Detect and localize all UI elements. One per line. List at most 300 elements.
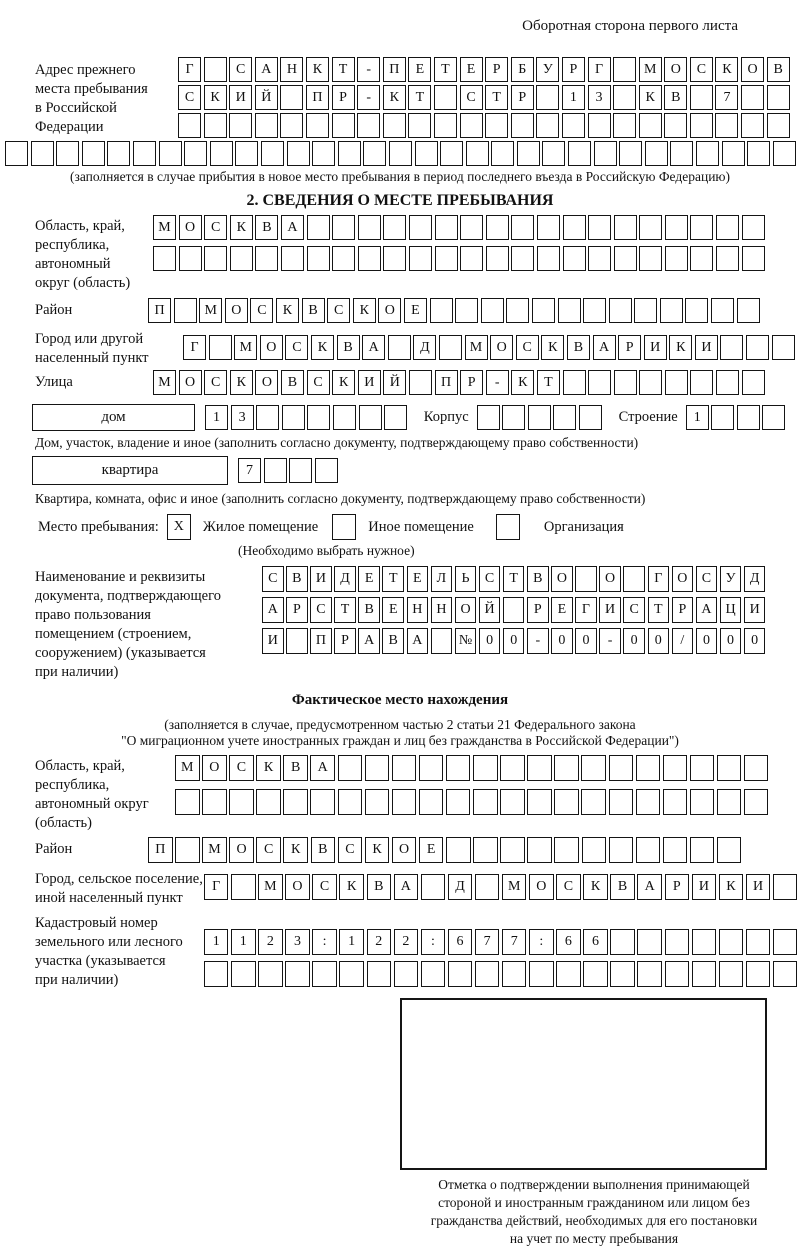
char-box[interactable] bbox=[636, 789, 661, 815]
char-box[interactable] bbox=[202, 789, 227, 815]
char-box[interactable]: К bbox=[383, 85, 406, 110]
char-box[interactable] bbox=[159, 141, 182, 166]
char-box[interactable]: 1 bbox=[339, 929, 364, 955]
char-box[interactable] bbox=[690, 370, 713, 395]
char-box[interactable]: К bbox=[353, 298, 376, 323]
char-box[interactable] bbox=[178, 113, 201, 138]
char-box[interactable]: Е bbox=[419, 837, 444, 863]
char-box[interactable]: А bbox=[310, 755, 335, 781]
char-box[interactable] bbox=[720, 335, 743, 360]
char-box[interactable] bbox=[537, 215, 560, 240]
char-box[interactable] bbox=[475, 874, 500, 900]
char-box[interactable]: Г bbox=[204, 874, 229, 900]
char-box[interactable]: : bbox=[421, 929, 446, 955]
char-box[interactable] bbox=[231, 874, 256, 900]
char-box[interactable] bbox=[359, 405, 382, 430]
char-box[interactable] bbox=[553, 405, 576, 430]
char-box[interactable] bbox=[554, 755, 579, 781]
char-box[interactable]: М bbox=[153, 370, 176, 395]
char-box[interactable]: К bbox=[306, 57, 329, 82]
char-box[interactable]: А bbox=[255, 57, 278, 82]
char-box[interactable] bbox=[460, 113, 483, 138]
char-box[interactable]: Г bbox=[178, 57, 201, 82]
char-box[interactable] bbox=[634, 298, 657, 323]
char-box[interactable] bbox=[554, 837, 579, 863]
char-box[interactable]: 1 bbox=[231, 929, 256, 955]
char-box[interactable]: К bbox=[256, 755, 281, 781]
char-box[interactable]: 7 bbox=[715, 85, 738, 110]
char-box[interactable] bbox=[179, 246, 202, 271]
char-box[interactable]: А bbox=[262, 597, 284, 623]
char-box[interactable]: К bbox=[276, 298, 299, 323]
char-box[interactable] bbox=[663, 789, 688, 815]
char-box[interactable]: П bbox=[148, 837, 173, 863]
char-box[interactable]: К bbox=[230, 215, 253, 240]
char-box[interactable] bbox=[264, 458, 287, 483]
char-box[interactable]: 3 bbox=[285, 929, 310, 955]
char-box[interactable]: Г bbox=[588, 57, 611, 82]
char-box[interactable] bbox=[421, 874, 446, 900]
char-box[interactable] bbox=[475, 961, 500, 987]
char-box[interactable] bbox=[773, 141, 796, 166]
char-box[interactable] bbox=[719, 929, 744, 955]
char-box[interactable]: Т bbox=[648, 597, 670, 623]
char-box[interactable] bbox=[639, 246, 662, 271]
char-box[interactable]: Л bbox=[431, 566, 453, 592]
char-box[interactable] bbox=[614, 215, 637, 240]
char-box[interactable] bbox=[719, 961, 744, 987]
char-box[interactable] bbox=[613, 57, 636, 82]
char-box[interactable] bbox=[31, 141, 54, 166]
char-box[interactable] bbox=[663, 837, 688, 863]
char-box[interactable] bbox=[528, 405, 551, 430]
organization-checkbox[interactable] bbox=[496, 514, 520, 540]
char-box[interactable]: 2 bbox=[258, 929, 283, 955]
char-box[interactable]: К bbox=[204, 85, 227, 110]
char-box[interactable] bbox=[229, 113, 252, 138]
char-box[interactable]: С bbox=[307, 370, 330, 395]
char-box[interactable] bbox=[663, 755, 688, 781]
char-box[interactable] bbox=[204, 961, 229, 987]
char-box[interactable] bbox=[289, 458, 312, 483]
char-box[interactable] bbox=[511, 246, 534, 271]
char-box[interactable] bbox=[363, 141, 386, 166]
char-box[interactable] bbox=[645, 141, 668, 166]
char-box[interactable] bbox=[384, 405, 407, 430]
char-box[interactable] bbox=[665, 215, 688, 240]
char-box[interactable] bbox=[306, 113, 329, 138]
char-box[interactable] bbox=[409, 246, 432, 271]
char-box[interactable]: М bbox=[199, 298, 222, 323]
char-box[interactable] bbox=[594, 141, 617, 166]
char-box[interactable]: К bbox=[719, 874, 744, 900]
char-box[interactable] bbox=[742, 215, 765, 240]
char-box[interactable]: - bbox=[357, 57, 380, 82]
char-box[interactable]: Й bbox=[255, 85, 278, 110]
char-box[interactable]: С bbox=[229, 57, 252, 82]
char-box[interactable]: М bbox=[502, 874, 527, 900]
char-box[interactable]: О bbox=[285, 874, 310, 900]
char-box[interactable] bbox=[556, 961, 581, 987]
char-box[interactable]: О bbox=[664, 57, 687, 82]
char-box[interactable]: Т bbox=[332, 57, 355, 82]
char-box[interactable]: А bbox=[593, 335, 616, 360]
char-box[interactable]: Р bbox=[618, 335, 641, 360]
char-box[interactable]: О bbox=[490, 335, 513, 360]
char-box[interactable]: М bbox=[639, 57, 662, 82]
char-box[interactable]: С bbox=[623, 597, 645, 623]
char-box[interactable] bbox=[388, 335, 411, 360]
char-box[interactable] bbox=[310, 789, 335, 815]
char-box[interactable] bbox=[280, 85, 303, 110]
char-box[interactable] bbox=[435, 246, 458, 271]
char-box[interactable]: 0 bbox=[503, 628, 525, 654]
char-box[interactable] bbox=[210, 141, 233, 166]
char-box[interactable]: Р bbox=[460, 370, 483, 395]
char-box[interactable] bbox=[767, 85, 790, 110]
char-box[interactable] bbox=[746, 335, 769, 360]
char-box[interactable]: М bbox=[234, 335, 257, 360]
char-box[interactable] bbox=[583, 961, 608, 987]
char-box[interactable]: И bbox=[744, 597, 766, 623]
char-box[interactable] bbox=[358, 246, 381, 271]
char-box[interactable]: С bbox=[178, 85, 201, 110]
char-box[interactable] bbox=[500, 837, 525, 863]
char-box[interactable] bbox=[333, 405, 356, 430]
char-box[interactable] bbox=[473, 837, 498, 863]
char-box[interactable]: С bbox=[690, 57, 713, 82]
char-box[interactable] bbox=[737, 405, 760, 430]
char-box[interactable]: 0 bbox=[744, 628, 766, 654]
char-box[interactable]: 0 bbox=[479, 628, 501, 654]
char-box[interactable] bbox=[637, 961, 662, 987]
char-box[interactable]: О bbox=[255, 370, 278, 395]
char-box[interactable] bbox=[746, 961, 771, 987]
char-box[interactable]: М bbox=[153, 215, 176, 240]
char-box[interactable] bbox=[285, 961, 310, 987]
char-box[interactable]: М bbox=[465, 335, 488, 360]
char-box[interactable] bbox=[717, 789, 742, 815]
char-box[interactable] bbox=[690, 113, 713, 138]
char-box[interactable]: 2 bbox=[367, 929, 392, 955]
char-box[interactable] bbox=[339, 961, 364, 987]
char-box[interactable] bbox=[696, 141, 719, 166]
char-box[interactable] bbox=[670, 141, 693, 166]
char-box[interactable]: Р bbox=[485, 57, 508, 82]
char-box[interactable]: В bbox=[302, 298, 325, 323]
char-box[interactable]: Г bbox=[183, 335, 206, 360]
char-box[interactable]: В bbox=[283, 755, 308, 781]
char-box[interactable]: У bbox=[720, 566, 742, 592]
char-box[interactable] bbox=[204, 57, 227, 82]
char-box[interactable] bbox=[665, 246, 688, 271]
char-box[interactable] bbox=[527, 789, 552, 815]
char-box[interactable] bbox=[690, 246, 713, 271]
char-box[interactable] bbox=[503, 597, 525, 623]
char-box[interactable] bbox=[430, 298, 453, 323]
char-box[interactable] bbox=[623, 566, 645, 592]
char-box[interactable] bbox=[312, 141, 335, 166]
char-box[interactable] bbox=[460, 215, 483, 240]
char-box[interactable]: Т bbox=[537, 370, 560, 395]
char-box[interactable] bbox=[486, 246, 509, 271]
char-box[interactable] bbox=[744, 789, 769, 815]
char-box[interactable]: Ц bbox=[720, 597, 742, 623]
char-box[interactable]: В bbox=[567, 335, 590, 360]
char-box[interactable]: Й bbox=[383, 370, 406, 395]
char-box[interactable] bbox=[527, 755, 552, 781]
char-box[interactable] bbox=[536, 113, 559, 138]
char-box[interactable]: - bbox=[599, 628, 621, 654]
char-box[interactable] bbox=[716, 246, 739, 271]
char-box[interactable]: К bbox=[311, 335, 334, 360]
char-box[interactable] bbox=[737, 298, 760, 323]
char-box[interactable] bbox=[415, 141, 438, 166]
char-box[interactable]: А bbox=[394, 874, 419, 900]
char-box[interactable] bbox=[486, 215, 509, 240]
char-box[interactable]: Р bbox=[527, 597, 549, 623]
char-box[interactable]: 6 bbox=[583, 929, 608, 955]
char-box[interactable] bbox=[741, 85, 764, 110]
char-box[interactable] bbox=[746, 929, 771, 955]
char-box[interactable] bbox=[532, 298, 555, 323]
char-box[interactable]: Д bbox=[334, 566, 356, 592]
char-box[interactable]: П bbox=[306, 85, 329, 110]
char-box[interactable] bbox=[610, 961, 635, 987]
char-box[interactable] bbox=[744, 755, 769, 781]
char-box[interactable] bbox=[529, 961, 554, 987]
char-box[interactable] bbox=[579, 405, 602, 430]
char-box[interactable] bbox=[477, 405, 500, 430]
char-box[interactable]: 7 bbox=[238, 458, 261, 483]
char-box[interactable] bbox=[690, 85, 713, 110]
char-box[interactable] bbox=[511, 113, 534, 138]
char-box[interactable]: 6 bbox=[448, 929, 473, 955]
char-box[interactable] bbox=[609, 298, 632, 323]
char-box[interactable] bbox=[357, 113, 380, 138]
char-box[interactable] bbox=[235, 141, 258, 166]
char-box[interactable] bbox=[283, 789, 308, 815]
char-box[interactable]: О bbox=[455, 597, 477, 623]
char-box[interactable]: Е bbox=[460, 57, 483, 82]
char-box[interactable] bbox=[588, 370, 611, 395]
char-box[interactable] bbox=[491, 141, 514, 166]
char-box[interactable]: Р bbox=[665, 874, 690, 900]
char-box[interactable]: И bbox=[599, 597, 621, 623]
char-box[interactable] bbox=[434, 85, 457, 110]
char-box[interactable] bbox=[619, 141, 642, 166]
char-box[interactable] bbox=[338, 755, 363, 781]
char-box[interactable] bbox=[517, 141, 540, 166]
char-box[interactable] bbox=[256, 405, 279, 430]
char-box[interactable] bbox=[568, 141, 591, 166]
char-box[interactable] bbox=[256, 789, 281, 815]
char-box[interactable] bbox=[419, 755, 444, 781]
char-box[interactable]: 3 bbox=[231, 405, 254, 430]
char-box[interactable]: К bbox=[511, 370, 534, 395]
char-box[interactable]: В bbox=[664, 85, 687, 110]
char-box[interactable] bbox=[258, 961, 283, 987]
char-box[interactable]: С bbox=[516, 335, 539, 360]
char-box[interactable]: Р bbox=[562, 57, 585, 82]
char-box[interactable]: И bbox=[644, 335, 667, 360]
char-box[interactable] bbox=[502, 961, 527, 987]
char-box[interactable] bbox=[716, 215, 739, 240]
char-box[interactable]: Т bbox=[434, 57, 457, 82]
char-box[interactable] bbox=[365, 789, 390, 815]
char-box[interactable] bbox=[448, 961, 473, 987]
char-box[interactable] bbox=[229, 789, 254, 815]
char-box[interactable]: 7 bbox=[475, 929, 500, 955]
char-box[interactable] bbox=[742, 246, 765, 271]
char-box[interactable] bbox=[455, 298, 478, 323]
char-box[interactable]: Г bbox=[648, 566, 670, 592]
char-box[interactable]: : bbox=[312, 929, 337, 955]
char-box[interactable]: О bbox=[392, 837, 417, 863]
char-box[interactable] bbox=[431, 628, 453, 654]
char-box[interactable]: 1 bbox=[205, 405, 228, 430]
char-box[interactable]: А bbox=[358, 628, 380, 654]
char-box[interactable]: С bbox=[696, 566, 718, 592]
char-box[interactable] bbox=[332, 215, 355, 240]
char-box[interactable]: Т bbox=[382, 566, 404, 592]
char-box[interactable]: А bbox=[407, 628, 429, 654]
char-box[interactable]: А bbox=[637, 874, 662, 900]
char-box[interactable]: 1 bbox=[204, 929, 229, 955]
char-box[interactable]: О bbox=[599, 566, 621, 592]
char-box[interactable] bbox=[204, 246, 227, 271]
char-box[interactable] bbox=[439, 335, 462, 360]
char-box[interactable] bbox=[637, 929, 662, 955]
char-box[interactable]: И bbox=[262, 628, 284, 654]
char-box[interactable] bbox=[153, 246, 176, 271]
char-box[interactable]: К bbox=[541, 335, 564, 360]
char-box[interactable] bbox=[636, 837, 661, 863]
char-box[interactable]: Т bbox=[334, 597, 356, 623]
char-box[interactable]: С bbox=[262, 566, 284, 592]
char-box[interactable]: О bbox=[551, 566, 573, 592]
char-box[interactable] bbox=[409, 370, 432, 395]
char-box[interactable]: В bbox=[527, 566, 549, 592]
char-box[interactable] bbox=[56, 141, 79, 166]
char-box[interactable]: В bbox=[367, 874, 392, 900]
char-box[interactable]: Г bbox=[575, 597, 597, 623]
char-box[interactable]: В bbox=[358, 597, 380, 623]
char-box[interactable] bbox=[332, 246, 355, 271]
char-box[interactable] bbox=[717, 755, 742, 781]
char-box[interactable] bbox=[747, 141, 770, 166]
char-box[interactable]: О bbox=[179, 370, 202, 395]
char-box[interactable] bbox=[563, 370, 586, 395]
char-box[interactable]: С bbox=[229, 755, 254, 781]
char-box[interactable]: 0 bbox=[623, 628, 645, 654]
char-box[interactable]: П bbox=[383, 57, 406, 82]
char-box[interactable] bbox=[460, 246, 483, 271]
char-box[interactable] bbox=[690, 215, 713, 240]
char-box[interactable]: Р bbox=[332, 85, 355, 110]
char-box[interactable] bbox=[282, 405, 305, 430]
char-box[interactable]: П bbox=[148, 298, 171, 323]
char-box[interactable] bbox=[582, 837, 607, 863]
char-box[interactable]: У bbox=[536, 57, 559, 82]
char-box[interactable]: 0 bbox=[551, 628, 573, 654]
char-box[interactable] bbox=[5, 141, 28, 166]
char-box[interactable] bbox=[715, 113, 738, 138]
char-box[interactable]: К bbox=[230, 370, 253, 395]
char-box[interactable] bbox=[394, 961, 419, 987]
char-box[interactable]: К bbox=[365, 837, 390, 863]
char-box[interactable]: О bbox=[378, 298, 401, 323]
char-box[interactable] bbox=[773, 961, 798, 987]
char-box[interactable] bbox=[511, 215, 534, 240]
char-box[interactable]: 0 bbox=[575, 628, 597, 654]
char-box[interactable]: С bbox=[556, 874, 581, 900]
char-box[interactable]: Д bbox=[413, 335, 436, 360]
char-box[interactable] bbox=[107, 141, 130, 166]
char-box[interactable] bbox=[435, 215, 458, 240]
char-box[interactable] bbox=[773, 874, 798, 900]
char-box[interactable] bbox=[421, 961, 446, 987]
char-box[interactable] bbox=[711, 298, 734, 323]
char-box[interactable]: Р bbox=[286, 597, 308, 623]
char-box[interactable] bbox=[536, 85, 559, 110]
char-box[interactable]: И bbox=[746, 874, 771, 900]
char-box[interactable] bbox=[307, 215, 330, 240]
char-box[interactable] bbox=[389, 141, 412, 166]
char-box[interactable]: Ь bbox=[455, 566, 477, 592]
char-box[interactable] bbox=[639, 113, 662, 138]
char-box[interactable] bbox=[383, 246, 406, 271]
char-box[interactable] bbox=[685, 298, 708, 323]
char-box[interactable] bbox=[174, 298, 197, 323]
char-box[interactable]: К bbox=[283, 837, 308, 863]
char-box[interactable]: В bbox=[311, 837, 336, 863]
char-box[interactable]: П bbox=[435, 370, 458, 395]
char-box[interactable] bbox=[440, 141, 463, 166]
char-box[interactable] bbox=[722, 141, 745, 166]
char-box[interactable]: О bbox=[741, 57, 764, 82]
char-box[interactable]: Е bbox=[358, 566, 380, 592]
char-box[interactable] bbox=[383, 113, 406, 138]
char-box[interactable]: С bbox=[256, 837, 281, 863]
char-box[interactable] bbox=[772, 335, 795, 360]
char-box[interactable]: С bbox=[460, 85, 483, 110]
char-box[interactable]: 3 bbox=[588, 85, 611, 110]
char-box[interactable] bbox=[588, 113, 611, 138]
char-box[interactable] bbox=[315, 458, 338, 483]
char-box[interactable] bbox=[609, 755, 634, 781]
char-box[interactable] bbox=[392, 755, 417, 781]
char-box[interactable] bbox=[204, 113, 227, 138]
char-box[interactable] bbox=[690, 837, 715, 863]
char-box[interactable]: М bbox=[202, 837, 227, 863]
char-box[interactable]: И bbox=[229, 85, 252, 110]
char-box[interactable]: Е bbox=[408, 57, 431, 82]
char-box[interactable]: Д bbox=[448, 874, 473, 900]
char-box[interactable] bbox=[581, 789, 606, 815]
char-box[interactable] bbox=[613, 85, 636, 110]
char-box[interactable] bbox=[338, 789, 363, 815]
char-box[interactable] bbox=[82, 141, 105, 166]
dwelling-checkbox[interactable]: X bbox=[167, 514, 191, 540]
char-box[interactable] bbox=[312, 961, 337, 987]
char-box[interactable]: О bbox=[202, 755, 227, 781]
char-box[interactable] bbox=[485, 113, 508, 138]
char-box[interactable]: Е bbox=[382, 597, 404, 623]
char-box[interactable]: А bbox=[281, 215, 304, 240]
char-box[interactable] bbox=[610, 929, 635, 955]
char-box[interactable] bbox=[554, 789, 579, 815]
